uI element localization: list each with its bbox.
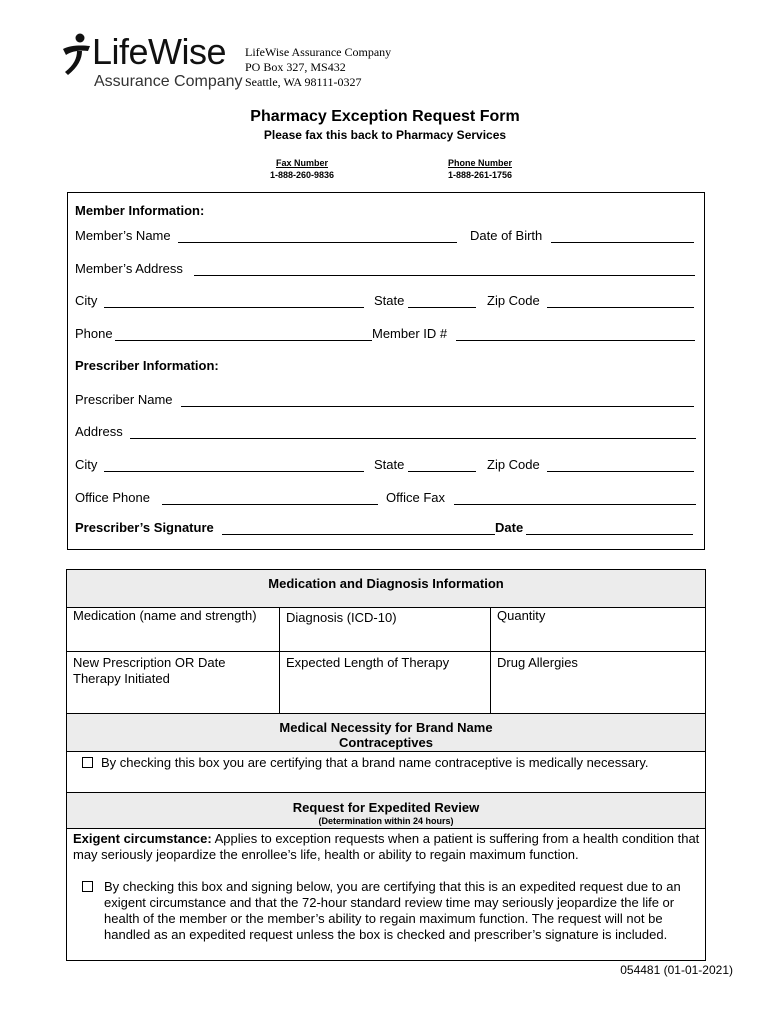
exigent-label: Exigent circumstance: [73, 831, 212, 846]
member-info-heading: Member Information: [75, 203, 205, 218]
signature-label: Prescriber’s Signature [75, 520, 214, 535]
new-prescription-label: New Prescription OR Date Therapy Initiated [73, 655, 226, 686]
prescriber-city-field[interactable] [104, 471, 364, 472]
member-name-label: Member’s Name [75, 228, 171, 243]
member-state-field[interactable] [408, 307, 476, 308]
necessity-checkbox[interactable] [82, 757, 93, 768]
prescriber-info-heading: Prescriber Information: [75, 358, 219, 373]
member-zip-field[interactable] [547, 307, 694, 308]
divider [66, 751, 706, 752]
office-fax-field[interactable] [454, 504, 696, 505]
prescriber-zip-field[interactable] [547, 471, 694, 472]
column-divider [279, 607, 280, 713]
member-city-label: City [75, 293, 98, 308]
member-address-label: Member’s Address [75, 261, 183, 276]
phone-number: 1-888-261-1756 [447, 170, 513, 180]
office-phone-label: Office Phone [75, 490, 150, 505]
member-phone-field[interactable] [115, 340, 372, 341]
exigent-text: Applies to exception requests when a patient is suffering from a health condition that may seriously jeopardize the enrollee’s life, health or ability to regain maximum function. [73, 831, 700, 862]
dob-label: Date of Birth [470, 228, 543, 243]
fax-number: 1-888-260-9836 [269, 170, 335, 180]
signature-field[interactable] [222, 534, 495, 535]
therapy-length-label: Expected Length of Therapy [286, 655, 450, 670]
office-phone-field[interactable] [162, 504, 378, 505]
necessity-heading-line1: Medical Necessity for Brand Name [279, 720, 493, 735]
prescriber-name-field[interactable] [181, 406, 694, 407]
drug-allergies-label: Drug Allergies [497, 655, 578, 670]
member-id-label: Member ID # [372, 326, 448, 341]
company-name: LifeWise Assurance Company [245, 45, 392, 59]
member-state-label: State [374, 293, 405, 308]
office-fax-label: Office Fax [386, 490, 446, 505]
signature-date-field[interactable] [526, 534, 693, 535]
company-address [245, 45, 391, 90]
logo-subtitle: Assurance Company [94, 73, 243, 90]
prescriber-zip-label: Zip Code [487, 457, 540, 472]
logo-wordmark: LifeWise [92, 31, 227, 72]
form-title: Pharmacy Exception Request Form [250, 108, 520, 125]
prescriber-state-label: State [374, 457, 405, 472]
expedited-checkbox-cell [82, 879, 96, 895]
company-city: Seattle, WA 98111-0327 [245, 75, 362, 89]
medication-label: Medication (name and strength) [73, 608, 257, 623]
diagnosis-label: Diagnosis (ICD-10) [286, 610, 397, 625]
member-name-field[interactable] [178, 242, 457, 243]
divider [66, 651, 706, 652]
member-zip-label: Zip Code [487, 293, 540, 308]
prescriber-name-label: Prescriber Name [75, 392, 173, 407]
form-subtitle: Please fax this back to Pharmacy Services [263, 128, 507, 142]
member-phone-label: Phone [75, 326, 113, 341]
signature-date-label: Date [495, 520, 524, 535]
column-divider [490, 607, 491, 713]
necessity-heading-line2: Contraceptives [339, 735, 433, 750]
member-id-field[interactable] [456, 340, 695, 341]
prescriber-state-field[interactable] [408, 471, 476, 472]
lifewise-logo-icon [60, 33, 94, 77]
prescriber-city-label: City [75, 457, 98, 472]
phone-contact [430, 157, 530, 181]
dob-field[interactable] [551, 242, 694, 243]
expedited-subheading: (Determination within 24 hours) [318, 816, 454, 826]
expedited-checkbox-text: By checking this box and signing below, you are certifying that this is an expedited request due to an exigent circumstance and that the 72-hour standard review time may seriously jeopardize the life or health of the member or the member’s ability to regain maximum function. The request will not be handled as an expedited request unless the box is checked and prescriber’s signature is included. [104, 879, 681, 942]
quantity-label: Quantity [497, 608, 546, 623]
necessity-checkbox-text: By checking this box you are certifying that a brand name contraceptive is medically necessary. [101, 755, 649, 770]
company-po-box: PO Box 327, MS432 [245, 60, 346, 74]
member-city-field[interactable] [104, 307, 364, 308]
medication-heading: Medication and Diagnosis Information [268, 576, 504, 591]
fax-contact [252, 157, 352, 181]
exigent-paragraph [73, 831, 701, 863]
expedited-checkbox[interactable] [82, 881, 93, 892]
prescriber-address-label: Address [75, 424, 123, 439]
form-number: 054481 (01-01-2021) [620, 963, 733, 977]
phone-label: Phone Number [447, 158, 512, 168]
member-address-field[interactable] [194, 275, 695, 276]
fax-label: Fax Number [275, 158, 328, 168]
divider [66, 828, 706, 829]
expedited-heading: Request for Expedited Review [292, 800, 480, 815]
prescriber-address-field[interactable] [130, 438, 696, 439]
necessity-heading [67, 720, 705, 750]
necessity-checkbox-row [82, 755, 702, 771]
